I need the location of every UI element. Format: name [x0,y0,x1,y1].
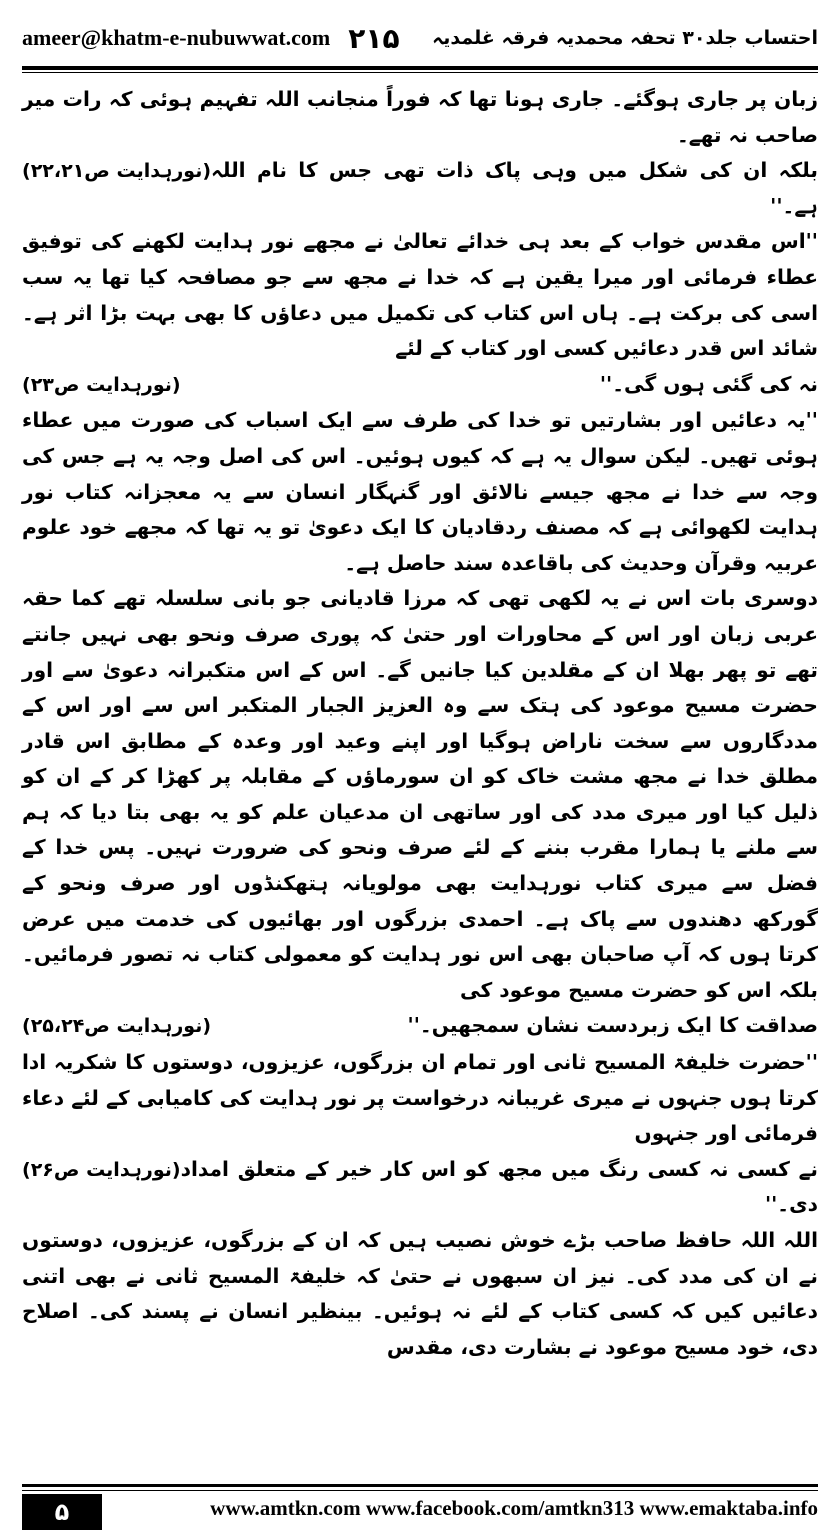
page-header [22,14,818,62]
citation-reference: (نورہدایت ص۲۳) [22,373,181,396]
citation-reference: (نورہدایت ص۲۶) [22,1158,181,1181]
paragraph-with-reference [22,1152,818,1223]
running-title: احتساب جلد۳۰ تحفہ محمدیہ فرقہ غلمدیہ [432,27,818,49]
header-rule [22,66,818,70]
page-body [22,82,818,1470]
citation-reference: (نورہدایت ص۲۵،۲۴) [22,1015,212,1038]
paragraph-with-reference [22,153,818,224]
paragraph-with-reference [22,1008,818,1045]
paragraph: بلکہ ان کی شکل میں وہی پاک ذات تھی جس کا نام اللہ ہے۔'' [211,158,818,218]
header-left [22,22,400,55]
citation-reference: (نورہدایت ص۲۲،۲۱) [22,160,212,183]
paragraph: ''اس مقدس خواب کے بعد ہی خدائے تعالیٰ نے مجھے نور ہدایت لکھنے کی توفیق عطاء فرمائی اور میرا یقین ہے کہ خدا نے مجھ سے جو مصافحہ کیا تھا یہ سب اسی کی برکت ہے۔ ہاں اس کتاب کی تکمیل میں دعاؤں کا بھی بہت بڑا اثر ہے۔ شائد اس قدر دعائیں کسی اور کتاب کے لئے [22,229,818,361]
paragraph: ''حضرت خلیفۃ المسیح ثانی اور تمام ان بزرگوں، عزیزوں، دوستوں کا شکریہ ادا کرتا ہوں جنہوں نے میری غریبانہ درخواست پر نور ہدایت کی کامیابی کے لئے دعاء فرمائی اور جنہوں [22,1050,818,1146]
paragraph: صداقت کا ایک زبردست نشان سمجھیں۔'' [407,1013,818,1038]
paragraph: نہ کی گئی ہوں گی۔'' [599,371,818,396]
header-page-number: ۲۱۵ [348,21,400,55]
footer-page-number: ۵ [22,1494,102,1530]
paragraph: نے کسی نہ کسی رنگ میں مجھ کو اس کار خیر کے متعلق امداد دی۔'' [180,1156,818,1217]
footer-rule [22,1484,818,1487]
paragraph: اللہ اللہ حافظ صاحب بڑے خوش نصیب ہیں کہ ان کے بزرگوں، عزیزوں، دوستوں نے ان کی مدد کی۔ نیز ان سبھوں نے حتیٰ کہ خلیفۃ المسیح ثانی نے بھی اتنی دعائیں کیں کہ کسی کتاب کے لئے نہ ہوئیں۔ بینظیر انسان نے پسند کی۔ اصلاح دی، خود مسیح موعود نے بشارت دی، مقدس [22,1228,818,1359]
paragraph: دوسری بات اس نے یہ لکھی تھی کہ مرزا قادیانی جو بانی سلسلہ تھے کما حقہ عربی زبان اور اس کے محاورات اور حتیٰ کہ پوری صرف ونحو بھی نہیں جانتے تھے تو پھر بھلا ان کے مقلدین کیا جانیں گے۔ اس کے اس متکبرانہ دعویٰ سے اور حضرت مسیح موعود کی ہتک سے وہ العزیز الجبار المتکبر اس سے اور اس کے مددگاروں سے سخت ناراض ہوگیا اور اپنے وعید اور وعدہ کے مطابق اس قادر مطلق خدا نے مجھ مشت خاک کو ان سورماؤں کے مقابلہ پر کھڑا کر کے ان کو ذلیل کیا اور میری مدد کی اور ساتھی ان مدعیان علم کو یہ بھی بتا دیا کہ ہم سے ملنے یا ہمارا مقرب بننے کے لئے صرف ونحو کی ضرورت نہیں۔ پس خدا کے فضل سے میری کتاب نورہدایت بھی مولویانہ ہتھکنڈوں اور صرف ونحو کے گورکھ دھندوں سے پاک ہے۔ احمدی بزرگوں اور بھائیوں کی خدمت میں عرض کرتا ہوں کہ آپ صاحبان بھی اس نور ہدایت کو معمولی کتاب نہ تصور فرمائیں۔ بلکہ اس کو حضرت مسیح موعود کی [22,586,818,1002]
footer-website-links: www.amtkn.com www.facebook.com/amtkn313 www.emaktaba.info [210,1496,818,1520]
page-footer [22,1484,818,1530]
paragraph: زبان پر جاری ہوگئے۔ جاری ہونا تھا کہ فوراً منجانب اللہ تفہیم ہوئی کہ رات میر صاحب نہ تھے۔ [22,87,818,147]
paragraph-with-reference [22,367,818,404]
header-email: ameer@khatm-e-nubuwwat.com [22,25,331,50]
header-rule-thin [22,72,818,73]
footer-rule-thin [22,1490,818,1491]
paragraph: ''یہ دعائیں اور بشارتیں تو خدا کی طرف سے ایک اسباب کی صورت میں عطاء ہوئی تھیں۔ لیکن سوال یہ ہے کہ کیوں ہوئیں۔ اس کی اصل وجہ یہ ہے جس کی وجہ سے خدا نے مجھ جیسے نالائق اور گنہگار انسان سے یہ معجزانہ کتاب نور ہدایت لکھوائی ہے کہ مصنف ردقادیان کا ایک دعویٰ تو یہ تھا کہ مجھے خود علوم عربیہ وقرآن وحدیث کی باقاعدہ سند حاصل ہے۔ [22,408,818,575]
